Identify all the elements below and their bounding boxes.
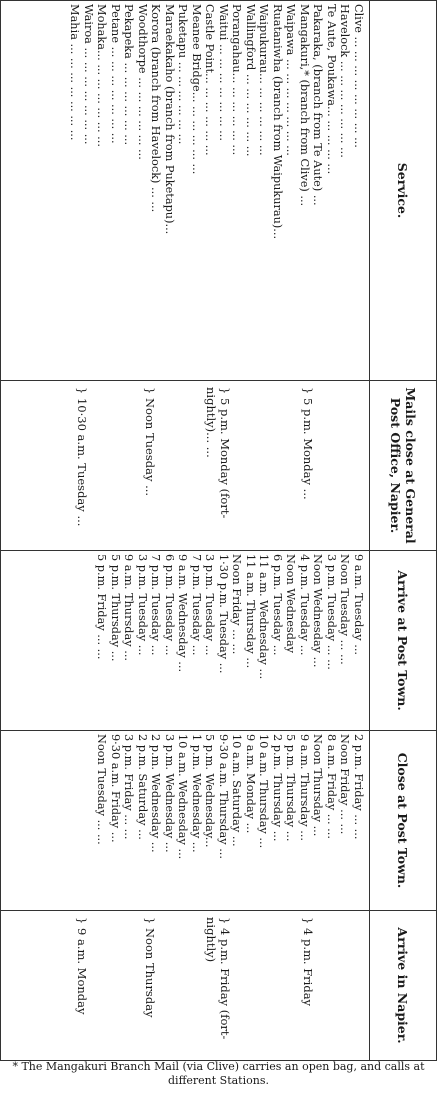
arrive-post-town-item: 3 p.m. Tuesday ...: [203, 554, 217, 656]
footnote: * The Mangakuri Branch Mail (via Clive) carries an open bag, and calls at different Stations.: [12, 1060, 425, 1087]
arrive-post-town-item: 7 p.m. Tuesday ...: [190, 554, 203, 656]
close-post-town-item: 1 p.m. Wednesday ...: [190, 734, 203, 853]
service-item: Wallingford ... ... ... ... ... ...: [244, 4, 257, 157]
service-item: Wairoa ... ... ... ... ... ... ...: [82, 4, 95, 145]
arrive-napier-group-3: } Noon Thursday: [143, 917, 157, 1018]
mails-close-text: 5 p.m. Monday ...: [301, 397, 316, 500]
arrive-post-town-item: 5 p.m. Thursday ...: [109, 554, 122, 662]
arrive-post-town-item: 11 a.m. Wednesday ...: [257, 554, 271, 680]
arrive-napier-group-4: } 9 a.m. Monday: [75, 917, 89, 1015]
close-post-town-item: 9 a.m. Monday ...: [244, 734, 257, 834]
service-item: Mangakuri,* (branch from Clive) ...: [298, 4, 311, 207]
close-post-town-item: Noon Tuesday ... ...: [95, 734, 109, 845]
close-post-town-item: 8 a.m. Friday ... ...: [325, 734, 338, 839]
mails-close-group-3: } Noon Tuesday ...: [143, 387, 157, 497]
close-post-town-item: 2 p.m. Wednesday ...: [149, 734, 163, 853]
arrive-napier-text: 4 p.m. Friday (fort-nightly): [204, 917, 232, 1040]
service-item: Waipukurau... ... ... ... ... ...: [257, 4, 271, 156]
mails-close-text: 5 p.m. Monday (fort-nightly)... ...: [204, 387, 232, 519]
arrive-post-town-item: 9 a.m. Thursday ...: [122, 554, 136, 661]
arrive-post-town-item: 1·30 p.m. Tuesday ...: [217, 554, 230, 674]
mails-close-group-1: } 5 p.m. Monday ...: [301, 387, 316, 500]
mails-close-column: [1, 381, 370, 551]
arrive-post-town-item: 6 p.m. Tuesday ...: [271, 554, 284, 656]
close-post-town-item: 10 a.m. Saturday ...: [230, 734, 244, 847]
service-item: Pekapeka ... ... ... ... ... ...: [122, 4, 136, 146]
service-item: Ruataniwha (branch from Waipukurau)...: [271, 4, 284, 240]
service-item: Mohaka... ... ... ... ... ... ...: [95, 4, 109, 147]
service-item: Petane ... ... ... ... ... ... ...: [109, 4, 122, 144]
service-item: Korora (branch from Havelock) ... ...: [149, 4, 163, 213]
service-item: Mahia ... ... ... ... ... ... ...: [68, 4, 82, 141]
service-item: Havelock ... ... ... ... ... ... ...: [338, 4, 352, 158]
arrive-napier-group-2: } 4 p.m. Friday (fort-nightly): [204, 917, 232, 1040]
close-post-town-item: 10 a.m. Wednesday ...: [176, 734, 190, 860]
mails-close-text: Noon Tuesday ...: [143, 397, 157, 497]
arrive-post-town-column: [1, 551, 370, 731]
arrive-napier-text: 4 p.m. Friday: [301, 927, 316, 1007]
close-post-town-item: 9·30 a.m. Friday ...: [109, 734, 122, 843]
arrive-post-town-item: 9 a.m. Wednesday ...: [176, 554, 190, 673]
arrive-post-town-item: 3 p.m. Tuesday ...: [136, 554, 149, 656]
service-item: Maraekakaho (branch from Puketapu)...: [163, 4, 176, 235]
arrive-napier-text: Noon Thursday: [143, 927, 157, 1018]
arrive-post-town-item: Noon Wednesday ...: [311, 554, 325, 668]
close-post-town-item: 5 p.m. Wednesday...: [203, 734, 217, 848]
close-post-town-column: [1, 731, 370, 911]
close-post-town-item: 9·30 a.m. Thursday ...: [217, 734, 230, 859]
arrive-napier-text: 9 a.m. Monday: [75, 927, 89, 1015]
header-arrive-napier: Arrive in Napier.: [370, 911, 437, 1061]
close-post-town-item: 2 p.m. Friday ... ...: [352, 734, 365, 840]
service-item: Puketapu ... ... ... ... ... ...: [176, 4, 190, 145]
arrive-post-town-item: Noon Tuesday ... ...: [338, 554, 352, 665]
close-post-town-item: Noon Friday ... ...: [338, 734, 352, 835]
service-item: Castle Point... ... ... ... ... ...: [203, 4, 217, 156]
header-mails-close: Mails close at General Post Office, Napier.: [370, 381, 437, 551]
service-column: [1, 1, 370, 381]
arrive-post-town-item: 7 p.m. Tuesday ...: [149, 554, 163, 656]
service-item: Te Aute, Poukawa... ... ... ... ...: [325, 4, 338, 175]
close-post-town-item: 2 p.m. Saturday ...: [136, 734, 149, 840]
arrive-post-town-item: Noon Wednesday: [284, 554, 298, 654]
service-item: Pakaraka, (branch from Te Aute) ...: [311, 4, 325, 206]
body-row: [1, 1, 370, 1061]
arrive-post-town-item: 4 p.m. Tuesday ...: [298, 554, 311, 656]
arrive-napier-column: [1, 911, 370, 1061]
close-post-town-item: 3 p.m. Friday ... ...: [122, 734, 136, 840]
mails-close-text: 10·30 a.m. Tuesday ...: [75, 397, 89, 527]
service-item: Woodthorpe ... ... ... ... ... ...: [136, 4, 149, 160]
close-post-town-item: 5 p.m. Thursday ...: [284, 734, 298, 842]
arrive-post-town-item: 11 a.m. Thursday ...: [244, 554, 257, 669]
service-item: Waipawa ... ... ... ... ... ... ...: [284, 4, 298, 156]
service-item: Porangahau... ... ... ... ... ...: [230, 4, 244, 156]
arrive-post-town-item: 6 p.m. Tuesday ...: [163, 554, 176, 656]
header-close-post-town: Close at Post Town.: [370, 731, 437, 911]
close-post-town-item: 10 a.m. Thursday ...: [257, 734, 271, 849]
close-post-town-item: 9 a.m. Thursday ...: [298, 734, 311, 841]
close-post-town-item: 3 p.m. Wednesday ...: [163, 734, 176, 853]
close-post-town-item: 2 p.m. Thursday ...: [271, 734, 284, 842]
close-post-town-item: Noon Thursday ...: [311, 734, 325, 837]
service-item: Clive ... ... ... ... ... ... ... ...: [352, 4, 365, 148]
arrive-post-town-item: 3 p.m. Tuesday ... ...: [325, 554, 338, 670]
header-arrive-post-town: Arrive at Post Town.: [370, 551, 437, 731]
header-service: Service.: [370, 1, 437, 381]
arrive-post-town-item: 5 p.m. Friday ... ...: [95, 554, 109, 660]
service-item: Waitui ... ... ... ... ... ... ...: [217, 4, 230, 141]
header-row: [370, 1, 437, 1061]
service-item: Meanee Bridge... ... ... ... ... ...: [190, 4, 203, 175]
arrive-post-town-item: 9 a.m. Tuesday ...: [352, 554, 365, 656]
arrive-napier-group-1: } 4 p.m. Friday: [301, 917, 316, 1007]
mails-close-group-4: } 10·30 a.m. Tuesday ...: [75, 387, 89, 527]
arrive-post-town-item: Noon Friday ... ...: [230, 554, 244, 655]
mails-close-group-2: } 5 p.m. Monday (fort-nightly)... ...: [204, 387, 232, 519]
